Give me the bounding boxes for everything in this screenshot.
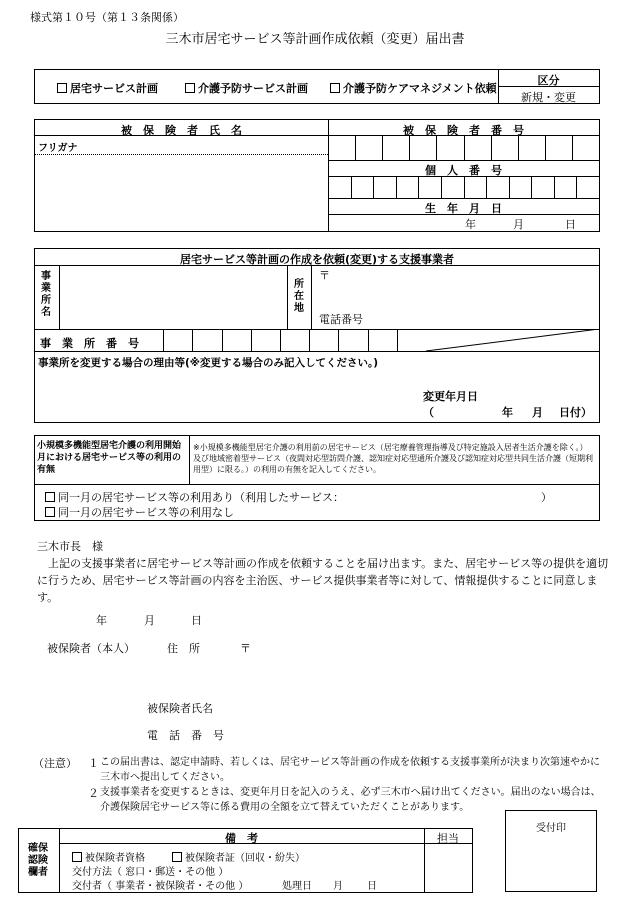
birth-day: 日 [565, 218, 576, 231]
personal-number-cells[interactable] [328, 176, 599, 198]
plan-option-yobou[interactable]: 介護予防サービス計画 [185, 80, 308, 96]
cell-divider [464, 176, 465, 198]
checkbox-icon [45, 507, 55, 517]
small-multi-note: ※小規模多機能型居宅介護の利用前の居宅サービス（居宅療養管理指導及び特定施設入居者生活介護を除く。）及び地域密着型サービス（夜間対応型訪問介護、認知症対応型通所介護及び認知症対応型共同生活介護（短期利用型）に限る。）の利用の有無を記入してください。 [193, 443, 593, 474]
cell-divider [441, 176, 442, 198]
checkbox-icon [45, 492, 55, 502]
cell-divider [509, 176, 510, 198]
furigana-label: フリガナ [38, 143, 78, 154]
provider-header: 居宅サービス等計画の作成を依頼(変更)する支援事業者 [179, 253, 455, 266]
insured-number-cells[interactable] [328, 135, 599, 160]
cell-divider [280, 329, 281, 351]
checkbox-icon [57, 83, 67, 93]
provider-block: 居宅サービス等計画の作成を依頼(変更)する支援事業者 事業所名 所在地 〒 電話番号 事 業 所 番 号 事業所を変更する場合の理由等(※変更する場合のみ記入してください。) 変更年月日 （ 年 月 日付） [34, 248, 600, 423]
office-use-block: 確保認険欄者 備 考 担当 被保険者資格 被保険者証（回収・紛失） 交付方法（ 窓口・郵送・その他 ） 交付者（ 事業者・被保険者・その他 ） 処理日 月 日 [18, 828, 473, 893]
birthdate-header: 生 年 月 日 [425, 202, 502, 215]
personal-number-header: 個 人 番 号 [425, 164, 502, 177]
insured-name-label-2: 被保険者氏名 [147, 702, 213, 715]
cell-divider [436, 135, 437, 160]
category-label: 区分 [537, 74, 560, 87]
cell-divider [368, 329, 369, 351]
cell-divider [251, 329, 252, 351]
insured-phone-label: 電 話 番 号 [147, 729, 224, 742]
plan-type-row [34, 69, 600, 104]
office-number-slash [426, 329, 599, 351]
insured-number-header: 被 保 険 者 番 号 [403, 124, 524, 137]
cell-divider [572, 135, 573, 160]
checkbox-icon [172, 852, 182, 862]
cell-divider [192, 329, 193, 351]
cell-divider [397, 329, 398, 351]
insured-name-header: 被 保 険 者 氏 名 [121, 124, 242, 137]
cell-divider [486, 176, 487, 198]
small-multi-label: 小規模多機能型居宅介護の利用開始月における居宅サービス等の利用の有無 [37, 441, 182, 475]
cell-divider [222, 329, 223, 351]
plan-option-caremanagement[interactable]: 介護予防ケアマネジメント依頼 [330, 80, 497, 96]
address-label: 所在地 [294, 279, 304, 314]
office-use-label: 確保認険欄者 [28, 843, 48, 878]
cell-divider [396, 176, 397, 198]
cell-divider [576, 176, 577, 198]
check-insurance-card[interactable]: 被保険者証（回収・紛失） [172, 849, 305, 864]
cell-divider [163, 329, 164, 351]
cell-divider [531, 176, 532, 198]
check-qualification[interactable]: 被保険者資格 [72, 849, 145, 864]
birth-year: 年 [465, 218, 476, 231]
small-multi-block: 小規模多機能型居宅介護の利用開始月における居宅サービス等の利用の有無 ※小規模多機能型居宅介護の利用前の居宅サービス（居宅療養管理指導及び特定施設入居者生活介護を除く。）及び地域密着型サービス（夜間対応型訪問介護、認知症対応型通所介護及び認知症対応型共同生活介護（短期利用型）に限る。）の利用の有無を記入してください。 同一月の居宅サービス等の利用あり（利用したサービス： ） 同一月の居宅サービス等の利用なし [34, 435, 600, 521]
cell-divider [418, 176, 419, 198]
cell-divider [373, 176, 374, 198]
declaration-body: 上記の支援事業者に居宅サービス等計画の作成を依頼することを届け出ます。また、居宅サービス等の提供を適切に行うため、居宅サービス等計画の内容を主治医、サービス提供事業者等に対して、情報提供することに同意します。 [37, 557, 609, 604]
insured-self-label: 被保険者（本人） [47, 642, 135, 655]
remarks-header: 備 考 [225, 832, 258, 845]
recipient: 交付者（ 事業者・被保険者・その他 ） [72, 881, 249, 892]
cell-divider [464, 135, 465, 160]
addressee: 三木市長 様 [37, 540, 103, 553]
reception-stamp-box [505, 810, 597, 892]
cell-divider [382, 135, 383, 160]
office-name-field[interactable] [62, 267, 287, 327]
change-date-label: 変更年月日 [423, 390, 478, 403]
birth-month: 月 [513, 218, 524, 231]
address-label-2: 住 所 [167, 642, 200, 655]
checkbox-icon [330, 83, 340, 93]
plan-option-kyotaku[interactable]: 居宅サービス計画 [57, 80, 158, 96]
staff-header: 担当 [437, 832, 459, 845]
change-date-day: 日付） [559, 406, 592, 419]
form-number: 様式第１０号（第１３条関係） [30, 11, 184, 24]
cell-divider [351, 176, 352, 198]
cell-divider [491, 135, 492, 160]
checkbox-icon [185, 83, 195, 93]
cell-divider [409, 135, 410, 160]
postal-mark: 〒 [319, 269, 330, 282]
cell-divider [309, 329, 310, 351]
cell-divider [355, 135, 356, 160]
checkbox-icon [72, 852, 82, 862]
cell-divider [518, 135, 519, 160]
option-usage-yes[interactable]: 同一月の居宅サービス等の利用あり（利用したサービス： [45, 489, 344, 505]
notes-label: （注意） [33, 757, 77, 770]
office-number-label: 事 業 所 番 号 [40, 337, 139, 350]
insured-block [34, 119, 600, 232]
change-reason-label: 事業所を変更する場合の理由等(※変更する場合のみ記入してください。) [38, 357, 379, 369]
note-1: この届出書は、認定申請時、若しくは、居宅サービス等計画の作成を依頼する支援事業所が決まり次第速やかに三木市へ提出してください。 [100, 757, 600, 783]
cell-divider [338, 329, 339, 351]
reception-stamp-label: 受付印 [536, 823, 566, 834]
category-value[interactable]: 新規・変更 [521, 91, 576, 104]
insured-name-field[interactable] [37, 158, 325, 228]
note-2: 支援事業者を変更するときは、変更年月日を記入のうえ、必ず三木市へ届け出てください。届出のない場合は、介護保険居宅サービス等に係る費用の全額を立て替えていただくことがあります。 [100, 787, 601, 813]
office-name-label: 事業所名 [41, 271, 51, 318]
cell-divider [545, 135, 546, 160]
option-usage-no[interactable]: 同一月の居宅サービス等の利用なし [45, 504, 234, 520]
delivery-method: 交付方法（ 窓口・郵送・その他 ） [72, 867, 229, 878]
provider-phone-label: 電話番号 [319, 313, 363, 326]
cell-divider [554, 176, 555, 198]
office-number-cells[interactable] [134, 329, 426, 351]
page-title: 三木市居宅サービス等計画作成依頼（変更）届出書 [165, 32, 465, 47]
